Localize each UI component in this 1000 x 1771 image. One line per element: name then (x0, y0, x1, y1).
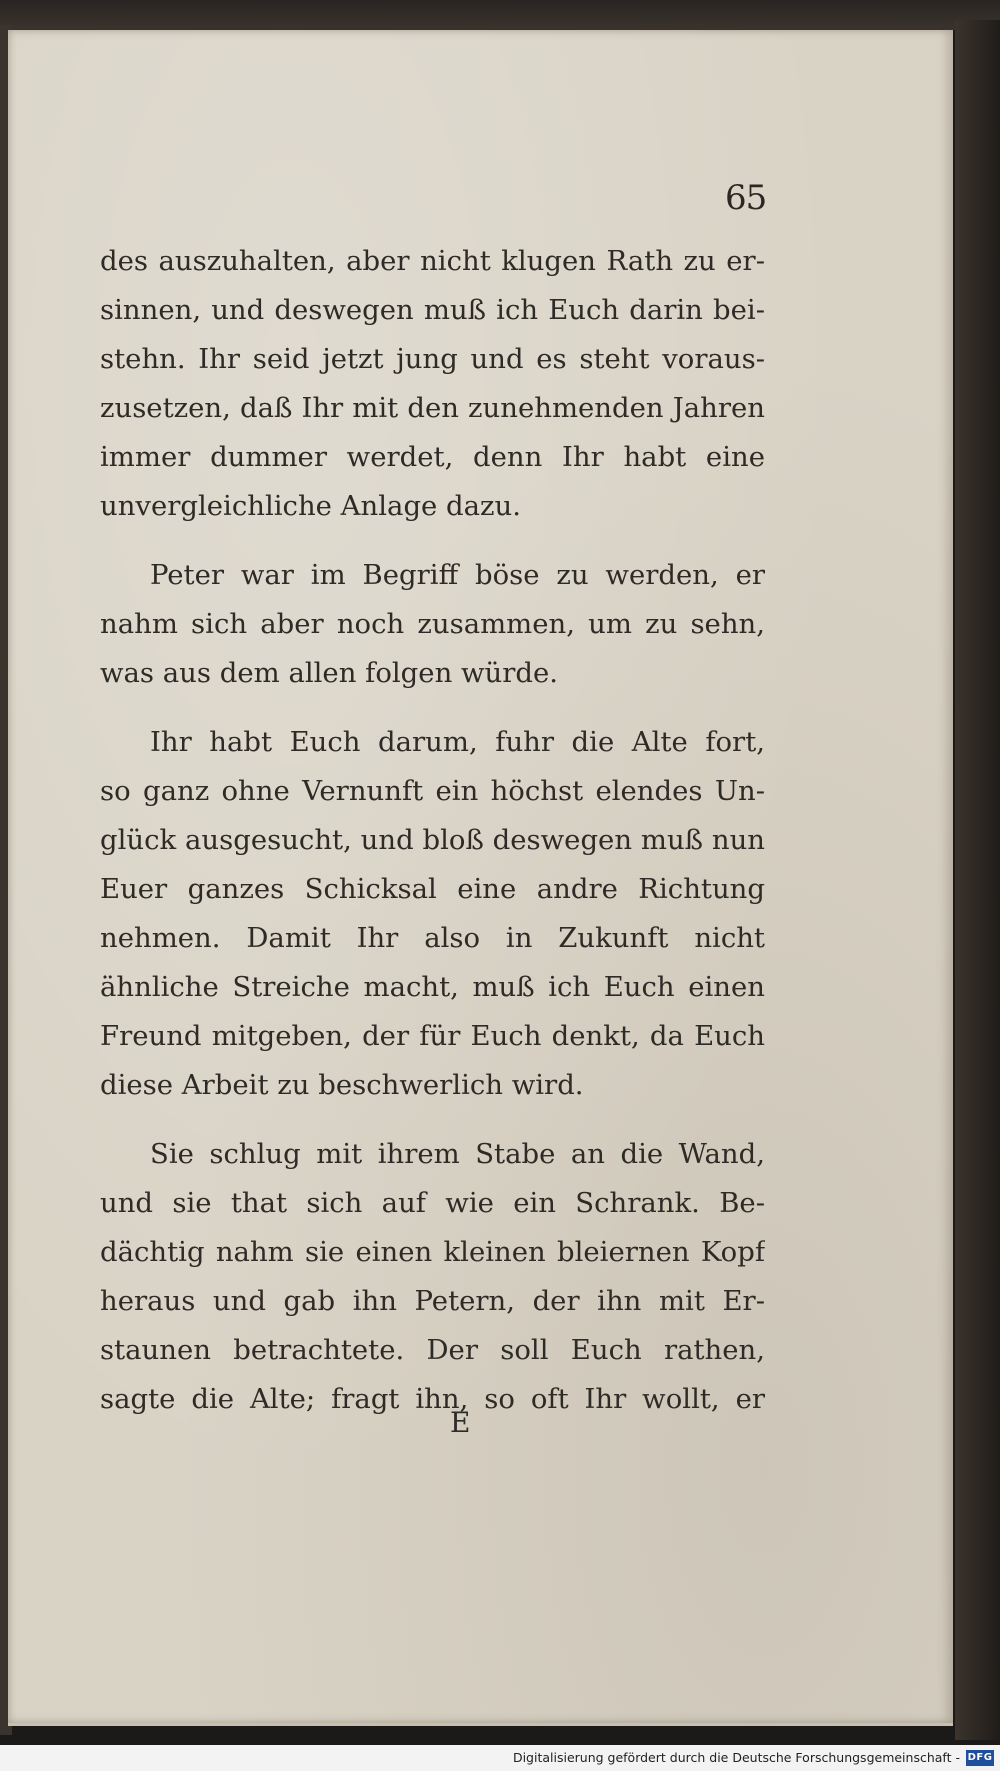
book-top-edge (0, 0, 1000, 30)
digitization-credit: Digitalisierung gefördert durch die Deutsche Forschungsgemeinschaft - (512, 1750, 960, 1765)
text-line: Peter war im Begriff böse zu werden, er (150, 559, 765, 591)
text-line: und sie that sich auf wie ein Schrank. Be- (100, 1187, 765, 1219)
text-line: so ganz ohne Vernunft ein höchst elendes Un- (100, 775, 765, 807)
text-line: zusetzen, daß Ihr mit den zunehmenden Jahren (100, 392, 765, 424)
text-line: sinnen, und deswegen muß ich Euch darin bei- (100, 294, 765, 326)
text-line: immer dummer werdet, denn Ihr habt eine (100, 441, 765, 473)
text-line: Euer ganzes Schicksal eine andre Richtung (100, 873, 765, 905)
text-line: heraus und gab ihn Petern, der ihn mit Er- (100, 1285, 765, 1317)
text-line: nehmen. Damit Ihr also in Zukunft nicht (100, 922, 765, 954)
text-line: Freund mitgeben, der für Euch denkt, da Euch (100, 1020, 765, 1052)
text-line: dächtig nahm sie einen kleinen bleiernen Kopf (100, 1236, 765, 1268)
paragraph-1 (100, 237, 765, 531)
text-line: des auszuhalten, aber nicht klugen Rath zu er- (100, 245, 765, 277)
text-line: glück ausgesucht, und bloß deswegen muß nun (100, 824, 765, 856)
catchword: E (450, 1406, 471, 1439)
text-line: stehn. Ihr seid jetzt jung und es steht voraus- (100, 343, 765, 375)
book-right-edge (955, 20, 1000, 1740)
paragraph-2 (100, 551, 765, 698)
page-number: 65 (725, 178, 767, 218)
dfg-logo[interactable]: DFG (966, 1750, 994, 1766)
text-line: unvergleichliche Anlage dazu. (100, 490, 521, 522)
text-line: nahm sich aber noch zusammen, um zu sehn, (100, 608, 765, 640)
text-line: staunen betrachtete. Der soll Euch rathen, (100, 1334, 765, 1366)
page-text-block (100, 237, 765, 1424)
text-line: sagte die Alte; fragt ihn, so oft Ihr wollt, er (100, 1383, 765, 1415)
text-line: Ihr habt Euch darum, fuhr die Alte fort, (150, 726, 765, 758)
paragraph-3 (100, 718, 765, 1110)
text-line: Sie schlug mit ihrem Stabe an die Wand, (150, 1138, 765, 1170)
text-line: was aus dem allen folgen würde. (100, 657, 559, 689)
text-line: ähnliche Streiche macht, muß ich Euch einen (100, 971, 765, 1003)
text-line: diese Arbeit zu beschwerlich wird. (100, 1069, 584, 1101)
paragraph-4 (100, 1130, 765, 1424)
